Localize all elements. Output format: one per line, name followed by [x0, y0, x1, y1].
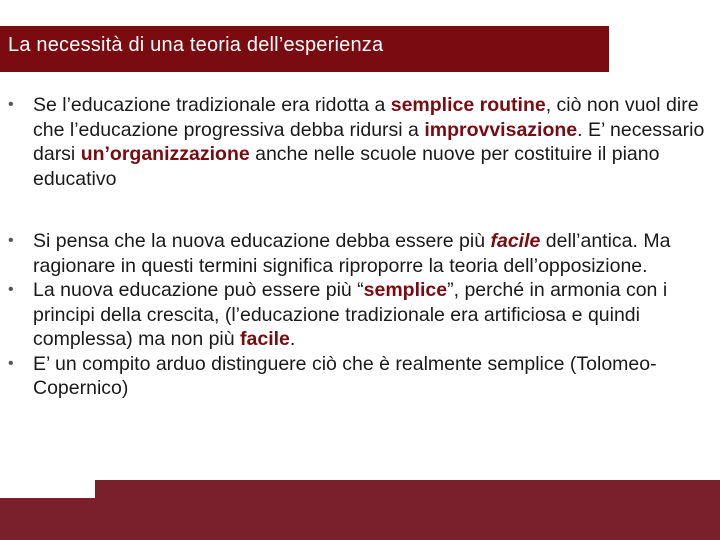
bullet-icon: • — [8, 232, 14, 249]
bullet-item-1: • Se l’educazione tradizionale era ridotta a semplice routine, ciò non vuol dire che l’educazione progressiva debba ridursi a improvvisazione. E’ necessario darsi un’organizzazione anche nelle scuole nuove per costituire il piano educativo — [8, 94, 705, 190]
highlight-organizzazione: un’organizzazione — [80, 143, 250, 165]
highlight-facile: facile — [490, 230, 541, 252]
highlight-semplice: semplice — [363, 279, 448, 301]
title-bar — [0, 26, 609, 72]
bullet-item-2: • Si pensa che la nuova educazione debba essere più facile dell’antica. Ma ragionare in questi termini significa riproporre la teoria dell’opposizione. — [8, 230, 671, 277]
bullet-icon: • — [8, 354, 14, 372]
bullet-item-3: • La nuova educazione può essere più “semplice”, perché in armonia con i principi della crescita, (l’educazione tradizionale era artificiosa e quindi complessa) ma non più facile. — [8, 279, 668, 350]
slide-title: La necessità di una teoria dell’esperienza — [8, 34, 384, 56]
bullet-list — [8, 93, 708, 401]
bullet-icon: • — [8, 96, 14, 113]
footer-bar — [95, 480, 720, 540]
bullet-item-4: • E’ un compito arduo distinguere ciò che è realmente semplice (Tolomeo-Copernico) — [8, 352, 657, 399]
highlight-facile-2: facile — [240, 328, 290, 350]
footer-bar-left — [0, 498, 95, 540]
bullet-icon: • — [8, 281, 14, 298]
highlight-routine: semplice routine — [390, 94, 546, 116]
highlight-improvvisazione: improvvisazione — [424, 118, 578, 141]
